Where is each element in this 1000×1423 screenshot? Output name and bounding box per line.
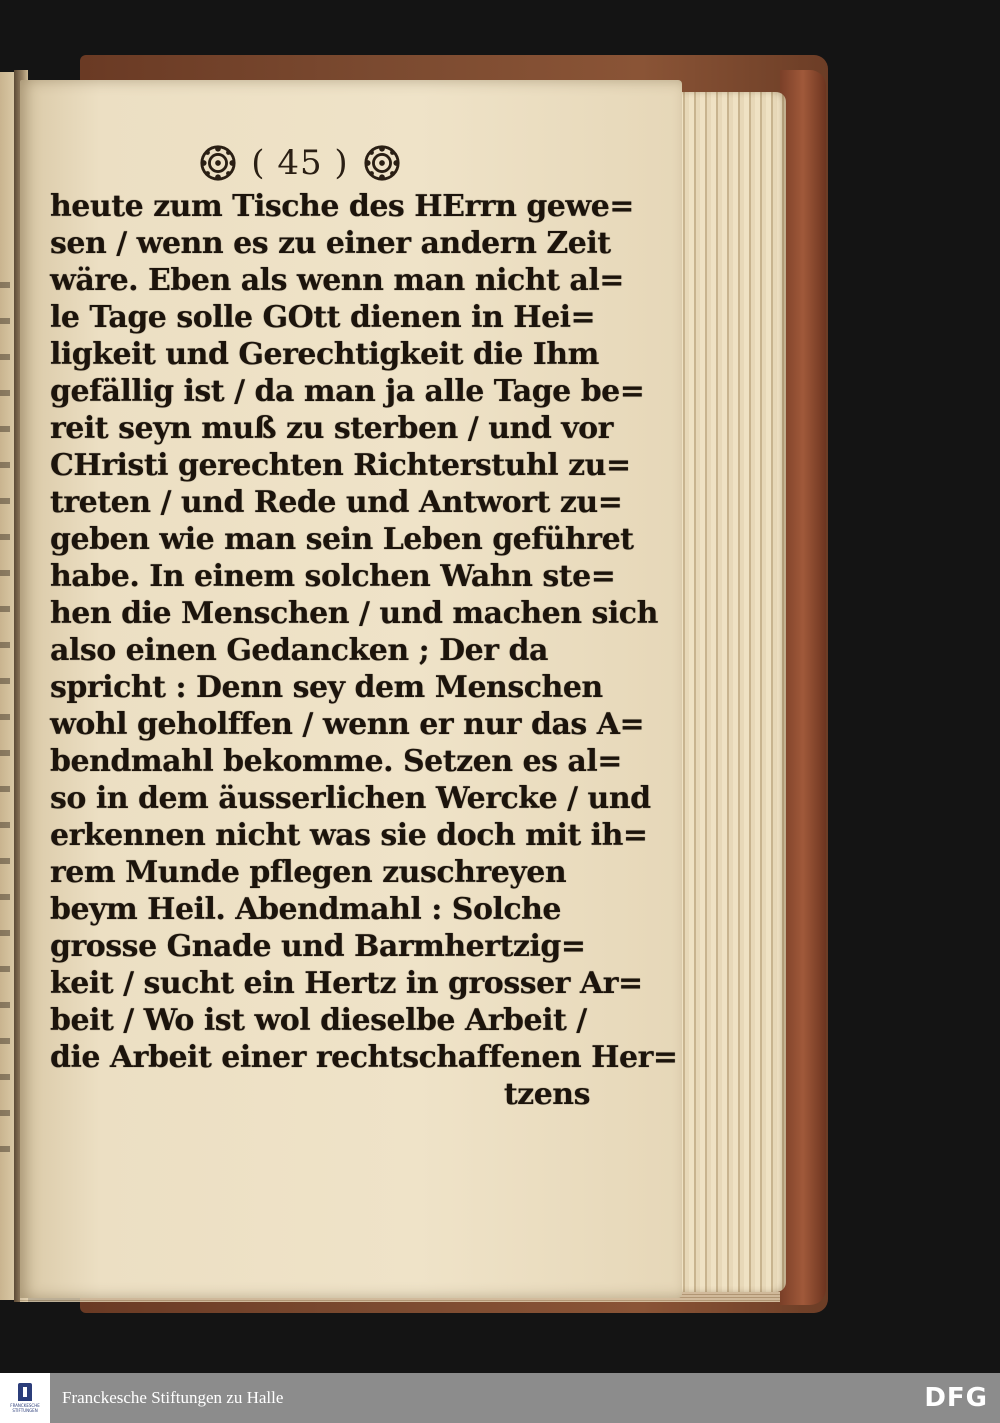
text-line: keit / sucht ein Hertz in grosser Ar= <box>50 966 643 1001</box>
text-line: so in dem äusserlichen Wercke / und <box>50 781 651 816</box>
text-line: heute zum Tische des HErrn gewe= <box>50 189 634 224</box>
footer-logo-text: FRANCKESCHE STIFTUNGEN <box>10 1403 40 1413</box>
text-line: spricht : Denn sey dem Menschen <box>50 670 603 705</box>
rosette-ornament-icon <box>199 144 237 182</box>
text-line: wäre. Eben als wenn man nicht al= <box>50 263 624 298</box>
text-line: grosse Gnade und Barmhertzig= <box>50 929 586 964</box>
text-line: rem Munde pflegen zuschreyen <box>50 855 567 890</box>
text-line: reit seyn muß zu sterben / und vor <box>50 411 613 446</box>
text-line: erkennen nicht was sie doch mit ih= <box>50 818 648 853</box>
footer-bar <box>0 1373 1000 1423</box>
text-line: hen die Menschen / und machen sich <box>50 596 658 631</box>
left-page-text-fragment <box>0 252 10 1152</box>
rosette-ornament-icon <box>363 144 401 182</box>
text-line: beym Heil. Abendmahl : Solche <box>50 892 562 927</box>
text-line: le Tage solle GOtt dienen in Hei= <box>50 300 596 335</box>
page-edges <box>678 92 786 1292</box>
text-line: die Arbeit einer rechtschaffenen Her= <box>50 1040 678 1075</box>
footer-title[interactable]: Franckesche Stiftungen zu Halle <box>62 1388 284 1407</box>
dfg-logo[interactable]: DFG <box>924 1383 988 1413</box>
text-line: sen / wenn es zu einer andern Zeit <box>50 226 611 261</box>
text-line: geben wie man sein Leben geführet <box>50 522 634 557</box>
text-line: ligkeit und Gerechtigkeit die Ihm <box>50 337 599 372</box>
text-line: wohl geholffen / wenn er nur das A= <box>50 707 645 742</box>
page-header <box>190 138 410 188</box>
text-line: habe. In einem solchen Wahn ste= <box>50 559 616 594</box>
cover-edge <box>780 70 826 1305</box>
franckesche-stiftungen-logo-icon[interactable] <box>0 1373 50 1423</box>
catchword: tzens <box>503 1077 590 1112</box>
page-text <box>50 188 678 1113</box>
text-line: treten / und Rede und Antwort zu= <box>50 485 623 520</box>
page-number: ( 45 ) <box>251 143 349 183</box>
text-line: beit / Wo ist wol dieselbe Arbeit / <box>50 1003 587 1038</box>
text-line: bendmahl bekomme. Setzen es al= <box>50 744 622 779</box>
text-line: gefällig ist / da man ja alle Tage be= <box>50 374 645 409</box>
text-line: also einen Gedancken ; Der da <box>50 633 548 668</box>
building-icon <box>18 1383 32 1401</box>
text-line: CHristi gerechten Richterstuhl zu= <box>50 448 631 483</box>
